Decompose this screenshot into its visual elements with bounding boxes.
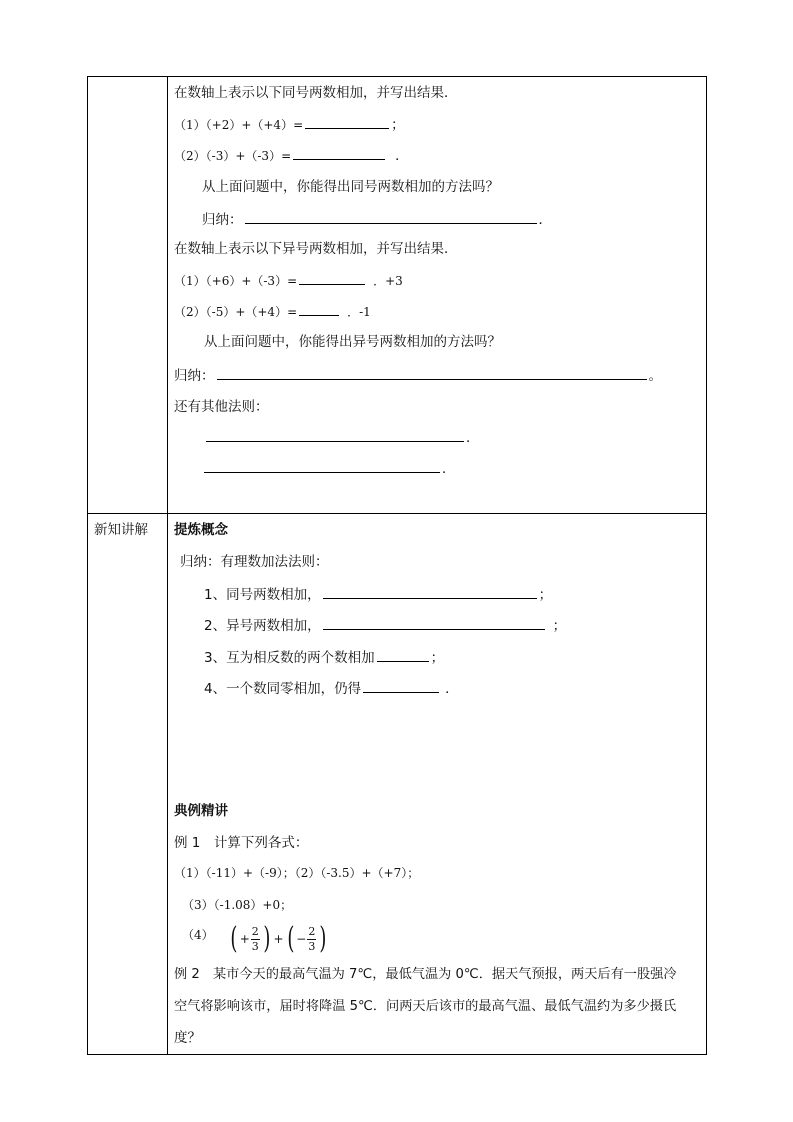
rule-2-text: 2、异号两数相加，	[204, 618, 321, 634]
rule-4-text: 4、一个数同零相加，仍得	[204, 681, 362, 697]
other-rule-1	[204, 428, 480, 447]
summary-1	[202, 210, 552, 229]
fraction-numerator: 2	[251, 924, 259, 938]
rule-3-end: ；	[430, 650, 445, 666]
question-3	[174, 271, 403, 290]
example-2-line-3: 度？	[174, 1030, 201, 1046]
rule-4	[204, 679, 459, 698]
question-2	[174, 146, 409, 165]
other-rule-2	[202, 459, 456, 478]
other-rules: 还有其他法则：	[174, 399, 269, 415]
answer-blank	[206, 428, 464, 442]
concept-intro: 归纳：有理数加法法则：	[180, 554, 329, 570]
rule-1	[204, 585, 552, 604]
answer-blank	[299, 302, 339, 316]
question-same-method: 从上面问题中，你能得出同号两数相加的方法吗？	[202, 179, 499, 195]
answer-blank	[377, 648, 429, 662]
example-1-line-3-label: （4）	[182, 928, 214, 942]
answer-blank	[305, 115, 389, 129]
example-1-line-1: （1）（-11）+（-9）；（2）（-3.5）+（+7）；	[174, 866, 420, 880]
fraction-negative	[307, 926, 316, 953]
summary-1-end: ．	[538, 212, 552, 228]
answer-blank	[323, 616, 545, 630]
intro-different-sign: 在数轴上表示以下异号两数相加，并写出结果．	[174, 241, 458, 257]
question-3-label: （1）（+6）+（-3）=	[174, 274, 298, 288]
question-4-label: （2）（-5）+（+4）=	[174, 305, 298, 319]
fraction-denominator: 3	[251, 939, 259, 953]
example-2-line-2: 空气将影响该市，届时将降温 5℃．问两天后该市的最高气温、最低气温约为多少摄氏	[174, 999, 677, 1014]
question-4	[174, 302, 371, 321]
fraction-denominator: 3	[308, 939, 316, 953]
fraction-positive	[251, 926, 260, 953]
question-1-label: （1）（+2）+（+4）=	[174, 118, 304, 132]
example-title: 典例精讲	[174, 803, 228, 819]
answer-blank	[217, 366, 647, 380]
column-divider	[167, 76, 168, 1055]
fraction-numerator: 2	[308, 924, 316, 938]
summary-2-label: 归纳：	[174, 368, 215, 384]
question-1	[174, 115, 405, 134]
answer-blank	[363, 679, 439, 693]
question-4-end: ．-1	[347, 305, 371, 319]
answer-blank	[299, 271, 365, 285]
other-rule-1-end: ．	[466, 430, 480, 446]
fraction-expression	[228, 922, 329, 956]
answer-blank	[245, 210, 537, 224]
question-1-end: ；	[391, 117, 405, 133]
left-paren-icon: (	[286, 921, 294, 956]
right-paren-icon: )	[319, 921, 327, 956]
summary-2-end: 。	[648, 368, 662, 384]
question-2-label: （2）（-3）+（-3）=	[174, 149, 292, 163]
answer-blank	[204, 459, 440, 473]
question-3-end: ．+3	[373, 274, 403, 288]
rule-3-text: 3、互为相反数的两个数相加	[204, 650, 375, 666]
question-different-method: 从上面问题中，你能得出异号两数相加的方法吗？	[204, 334, 501, 350]
left-paren-icon: (	[230, 921, 238, 956]
rule-1-end: ；	[538, 587, 553, 603]
summary-2	[174, 366, 662, 385]
row-divider	[87, 513, 707, 514]
question-2-end: ．	[395, 148, 409, 164]
concept-title: 提炼概念	[174, 522, 228, 538]
example-2-line-1: 例 2 某市今天的最高气温为 7℃，最低气温为 0℃．据天气预报，两天后有一股强冷	[174, 967, 677, 982]
minus-sign: −	[296, 932, 307, 946]
plus-sign: +	[239, 932, 250, 946]
addition-operator: +	[273, 932, 284, 946]
rule-2	[204, 616, 566, 635]
rule-4-end: ．	[445, 681, 459, 697]
rule-2-end: ；	[552, 618, 567, 634]
example-1-line-2: （3）（-1.08）+0；	[182, 898, 293, 912]
summary-1-label: 归纳：	[202, 212, 243, 228]
answer-blank	[293, 146, 385, 160]
rule-3	[204, 648, 444, 667]
rule-1-text: 1、同号两数相加，	[204, 587, 321, 603]
example-1-title: 例 1 计算下列各式：	[174, 835, 309, 851]
right-paren-icon: )	[263, 921, 271, 956]
intro-same-sign: 在数轴上表示以下同号两数相加，并写出结果．	[174, 85, 458, 101]
other-rule-2-end: ．	[442, 461, 456, 477]
answer-blank	[323, 585, 537, 599]
section-label: 新知讲解	[94, 522, 148, 538]
